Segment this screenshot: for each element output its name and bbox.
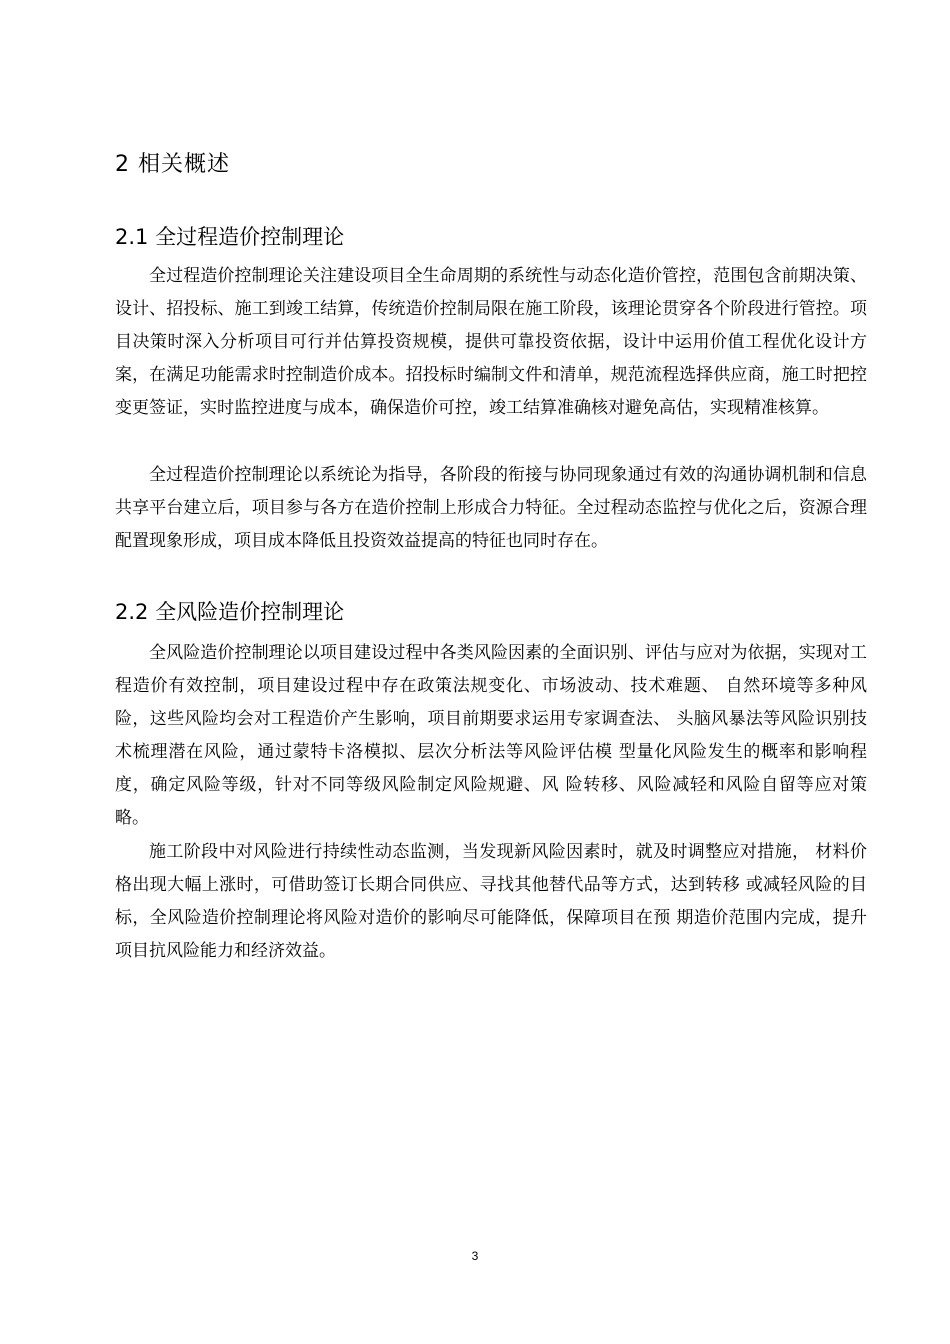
paragraph-2-2-2: 施工阶段中对风险进行持续性动态监测，当发现新风险因素时，就及时调整应对措施， 材料价格出现大幅上涨时，可借助签订长期合同供应、寻找其他替代品等方式，达到转移 或减轻风险的目标，全风险造价控制理论将风险对造价的影响尽可能降低，保障项目在预 期造价范围内完成，提升项目抗风险能力和经济效益。 (115, 842, 867, 961)
section-title-2-2: 2.2 全风险造价控制理论 (115, 600, 345, 624)
paragraph-2-1-1: 全过程造价控制理论关注建设项目全生命周期的系统性与动态化造价管控，范围包含前期决策、设计、招投标、施工到竣工结算，传统造价控制局限在施工阶段，该理论贯穿各个阶段进行管控。项目决策时深入分析项目可行并估算投资规模，提供可靠投资依据，设计中运用价值工程优化设计方案，在满足功能需求时控制造价成本。招投标时编制文件和清单，规范流程选择供应商，施工时把控变更签证，实时监控进度与成本，确保造价可控，竣工结算准确核对避免高估，实现精准核算。 (115, 266, 867, 418)
chapter-title: 2 相关概述 (115, 152, 230, 177)
page-number: 3 (471, 1249, 479, 1263)
paragraph-2-2-1: 全风险造价控制理论以项目建设过程中各类风险因素的全面识别、评估与应对为依据，实现对工程造价有效控制，项目建设过程中存在政策法规变化、市场波动、技术难题、 自然环境等多种风险，这些风险均会对工程造价产生影响，项目前期要求运用专家调查法、 头脑风暴法等风险识别技术梳理潜在风险，通过蒙特卡洛模拟、层次分析法等风险评估模 型量化风险发生的概率和影响程度，确定风险等级，针对不同等级风险制定风险规避、风 险转移、风险减轻和风险自留等应对策略。 (115, 643, 867, 828)
section-title-2-1: 2.1 全过程造价控制理论 (115, 225, 345, 249)
paragraph-2-1-2: 全过程造价控制理论以系统论为指导，各阶段的衔接与协同现象通过有效的沟通协调机制和信息共享平台建立后，项目参与各方在造价控制上形成合力特征。全过程动态监控与优化之后，资源合理配置现象形成，项目成本降低且投资效益提高的特征也同时存在。 (115, 465, 867, 551)
